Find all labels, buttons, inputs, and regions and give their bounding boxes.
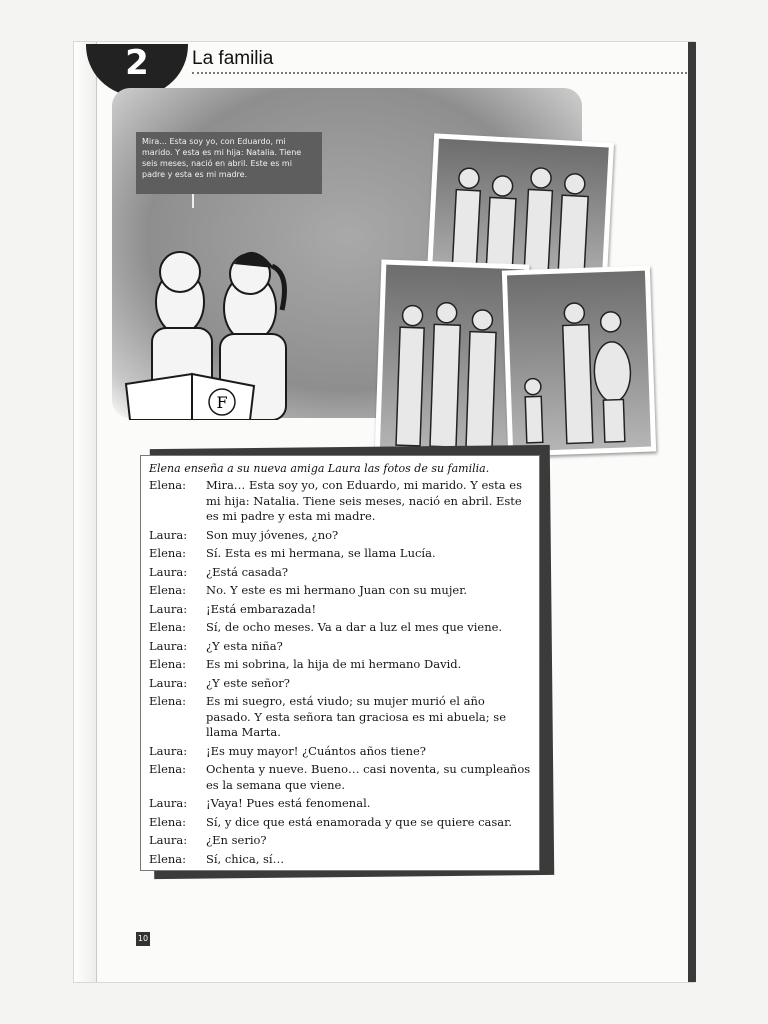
photo-figures: [507, 271, 651, 452]
dialogue-line: [149, 796, 531, 812]
line-text: Sí, chica, sí…: [206, 851, 285, 866]
line-text: No. Y este es mi hermano Juan con su mujer.: [206, 583, 468, 597]
dialogue-line: [149, 478, 531, 525]
line-text: Ochenta y nueve. Bueno… casi noventa, su cumpleaños es la semana que viene.: [206, 762, 531, 792]
speaker: Laura:: [149, 833, 188, 847]
line-text: ¿Está casada?: [206, 564, 289, 579]
dialogue-line: [149, 762, 531, 793]
dialogue-line: [149, 546, 531, 562]
line-text: ¿En serio?: [206, 833, 267, 847]
line-text: Sí, y dice que está enamorada y que se quiere casar.: [206, 814, 513, 829]
dialogue-line: [149, 620, 531, 636]
speaker: Elena:: [149, 583, 187, 597]
line-text: Es mi suegro, está viudo; su mujer murió el año pasado. Y esta señora tan graciosa es mi abuela; se llama Marta.: [206, 694, 507, 739]
unit-title: La familia: [192, 48, 274, 69]
dialogue-line: [149, 744, 531, 760]
line-text: Sí, de ocho meses. Va a dar a luz el mes que viene.: [206, 620, 503, 634]
dialogue-box: [140, 455, 540, 875]
speaker: Elena:: [149, 694, 187, 708]
speaker: Laura:: [149, 675, 188, 690]
dialogue-lines: [149, 478, 531, 867]
speaker: Elena:: [149, 851, 187, 866]
speaker: Elena:: [149, 546, 187, 560]
dialogue-line: [149, 583, 531, 599]
speaker: Laura:: [149, 527, 188, 542]
dialogue-panel: [140, 455, 540, 871]
dialogue-line: [149, 833, 531, 849]
speaker: Elena:: [149, 620, 187, 634]
speech-bubble: Mira... Esta soy yo, con Eduardo, mi marido. Y esta es mi hija: Natalia. Tiene seis meses, nació en abril. Este es mi padre y esta es mi madre.: [136, 132, 322, 194]
dialogue-line: [149, 528, 531, 544]
family-photo-right: [502, 265, 656, 456]
photo-scene: [507, 271, 651, 452]
page-number: 10: [136, 932, 150, 946]
dialogue-intro: Elena enseña a su nueva amiga Laura las fotos de su familia.: [149, 462, 490, 475]
speaker: Laura:: [149, 796, 188, 810]
dialogue-line: [149, 602, 531, 618]
dialogue-line: [149, 852, 531, 868]
title-dotted-rule: [192, 72, 687, 74]
speaker: Elena:: [149, 814, 187, 829]
line-text: ¡Vaya! Pues está fenomenal.: [206, 796, 371, 810]
speaker: Laura:: [149, 601, 188, 616]
line-text: Mira… Esta soy yo, con Eduardo, mi marido. Y esta es mi hija: Natalia. Tiene seis meses, nació en abril. Este es mi padre y esta mi madre.: [206, 478, 523, 523]
speaker: Laura:: [149, 638, 188, 653]
speaker: Laura:: [149, 743, 188, 758]
page-gutter: [74, 42, 97, 982]
line-text: Son muy jóvenes, ¿no?: [206, 527, 339, 542]
unit-number-badge: 2: [86, 44, 188, 96]
dialogue-line: [149, 694, 531, 741]
speaker: Elena:: [149, 478, 187, 492]
line-text: ¿Y este señor?: [206, 675, 290, 690]
line-text: ¡Es muy mayor! ¿Cuántos años tiene?: [206, 743, 426, 758]
elena-and-laura-drawing: [122, 224, 332, 420]
line-text: Es mi sobrina, la hija de mi hermano David.: [206, 657, 462, 671]
album-letter: F: [216, 393, 228, 412]
dialogue-line: [149, 676, 531, 692]
characters-with-album: [122, 224, 332, 420]
dialogue-line: [149, 565, 531, 581]
speaker: Laura:: [149, 564, 188, 579]
line-text: Sí. Esta es mi hermana, se llama Lucía.: [206, 546, 436, 560]
page-edge: [688, 42, 696, 982]
speaker: Elena:: [149, 762, 187, 776]
dialogue-line: [149, 639, 531, 655]
speaker: Elena:: [149, 657, 187, 671]
line-text: ¿Y esta niña?: [206, 638, 283, 653]
line-text: ¡Está embarazada!: [206, 601, 317, 616]
dialogue-line: [149, 815, 531, 831]
dialogue-line: [149, 657, 531, 673]
